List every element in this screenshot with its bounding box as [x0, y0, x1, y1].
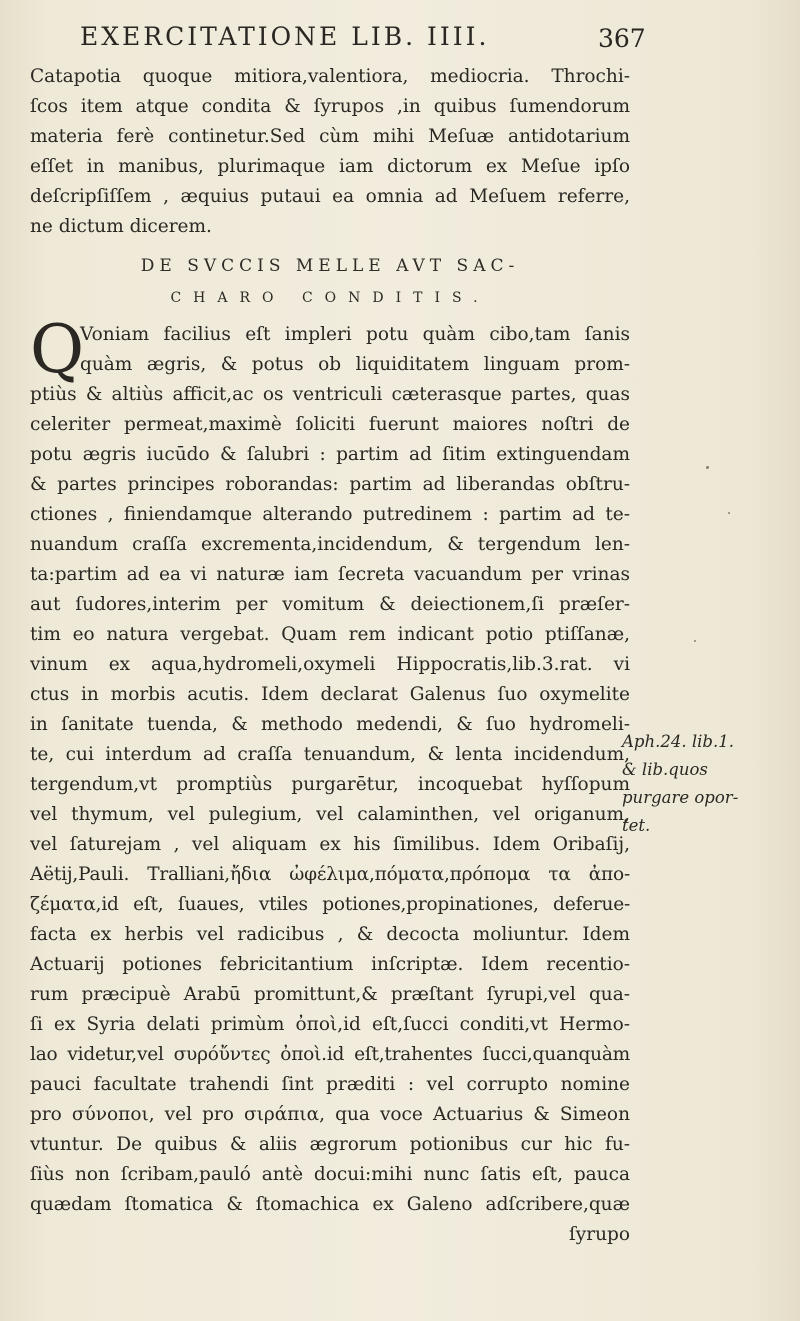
- marginal-note-line: purgare opor-: [622, 788, 739, 807]
- body-line: tergendum,vt promptiùs purgarētur, incoquebat hyſſopum: [30, 774, 630, 795]
- marginal-note-line: & lib.quos: [622, 760, 708, 779]
- body-line: Aëtij,Pauli. Tralliani,ἤδια ὠφέλιμα,πόματα,πρόπομα τα ἀπο-: [30, 864, 630, 885]
- body-line: nuandum craſſa excrementa,incidendum, & tergendum len-: [30, 534, 630, 555]
- page-number: 367: [598, 24, 646, 53]
- body-line: vel thymum, vel pulegium, vel calaminthen, vel origanum,: [30, 804, 630, 825]
- marginal-note-line: Aph.24. lib.1.: [622, 732, 734, 751]
- body-line: te, cui interdum ad craſſa tenuandum, & lenta incidendum,: [30, 744, 630, 765]
- paper-speck: [706, 466, 709, 469]
- intro-line: Catapotia quoque mitiora,valentiora, mediocria. Throchi-: [30, 66, 630, 87]
- marginal-note-line: tet.: [622, 816, 651, 835]
- body-line: & partes principes roborandas: partim ad liberandas obſtru-: [30, 474, 630, 495]
- body-line: ta:partim ad ea vi naturæ iam ſecreta vacuandum per vrinas: [30, 564, 630, 585]
- catchword: ſyrupo: [568, 1224, 630, 1245]
- body-line: ptiùs & altiùs afficit,ac os ventriculi cæterasque partes, quas: [30, 384, 630, 405]
- marginal-note: [622, 728, 792, 840]
- body-line: celeriter permeat,maximè ſoliciti fuerunt maiores noſtri de: [30, 414, 630, 435]
- text-block: [30, 62, 630, 1250]
- body-line: potu ægris iucūdo & ſalubri : partim ad ſitim extinguendam: [30, 444, 630, 465]
- paper-speck: [728, 512, 730, 514]
- body-line: vinum ex aqua,hydromeli,oxymeli Hippocratis,lib.3.rat. vi: [30, 654, 630, 675]
- body-line: Voniam facilius eſt impleri potu quàm cibo,tam ſanis: [80, 324, 630, 345]
- body-line: ctiones , finiendamque alterando putredinem : partim ad te-: [30, 504, 630, 525]
- body-line: quàm ægris, & potus ob liquiditatem linguam prom-: [80, 354, 630, 375]
- body-line: in ſanitate tuenda, & methodo medendi, & ſuo hydromeli-: [30, 714, 630, 735]
- body-line: ſiùs non ſcribam,pauló antè docui:mihi nunc ſatis eſt, pauca: [30, 1164, 630, 1185]
- body-line: facta ex herbis vel radicibus , & decocta moliuntur. Idem: [30, 924, 630, 945]
- paper-speck: [694, 640, 696, 642]
- body-line: quædam ſtomatica & ſtomachica ex Galeno adſcribere,quæ: [30, 1194, 630, 1215]
- body-line: Actuarij potiones febricitantium inſcriptæ. Idem recentio-: [30, 954, 630, 975]
- body-line: ſi ex Syria delati primùm ὀποὶ,id eſt,ſucci conditi,vt Hermo-: [30, 1014, 630, 1035]
- body-line: aut ſudores,interim per vomitum & deiectionem,ſi præſer-: [30, 594, 630, 615]
- intro-line: ne dictum dicerem.: [30, 216, 212, 237]
- body-line: vtuntur. De quibus & aliis ægrorum potionibus cur hic fu-: [30, 1134, 630, 1155]
- body-line: pro σύνοποι, vel pro σιράπια, qua voce Actuarius & Simeon: [30, 1104, 630, 1125]
- running-title: EXERCITATIONE LIB. IIII.: [80, 22, 490, 51]
- body-line: pauci facultate trahendi ſint præditi : vel corrupto nomine: [30, 1074, 630, 1095]
- body-line: tim eo natura vergebat. Quam rem indicant potio ptiſſanæ,: [30, 624, 630, 645]
- body-line: lao videtur,vel συρόὔντες ὀποὶ.id eſt,trahentes ſucci,quanquàm: [30, 1044, 630, 1065]
- paragraph-opening: [30, 311, 630, 388]
- body-line: vel ſaturejam , vel aliquam ex his ſimilibus. Idem Oribaſij,: [30, 834, 630, 855]
- intro-line: eſſet in manibus, plurimaque iam dictorum ex Meſue ipſo: [30, 156, 630, 177]
- drop-cap: Q: [30, 311, 85, 388]
- body-line: ctus in morbis acutis. Idem declarat Galenus ſuo oxymelite: [30, 684, 630, 705]
- intro-line: ſcos item atque condita & ſyrupos ,in quibus ſumendorum: [30, 96, 630, 117]
- intro-line: materia ferè continetur.Sed cùm mihi Meſuæ antidotarium: [30, 126, 630, 147]
- intro-line: deſcripſiſſem , æquius putaui ea omnia ad Meſuem referre,: [30, 186, 630, 207]
- section-heading-line2: CHARO CONDITIS.: [170, 290, 490, 306]
- body-line: ζέματα,id eſt, ſuaues, vtiles potiones,propinationes, deferue-: [30, 894, 630, 915]
- body-line: rum præcipuè Arabū promittunt,& præſtant ſyrupi,vel qua-: [30, 984, 630, 1005]
- section-heading-line1: DE SVCCIS MELLE AVT SAC-: [140, 256, 520, 276]
